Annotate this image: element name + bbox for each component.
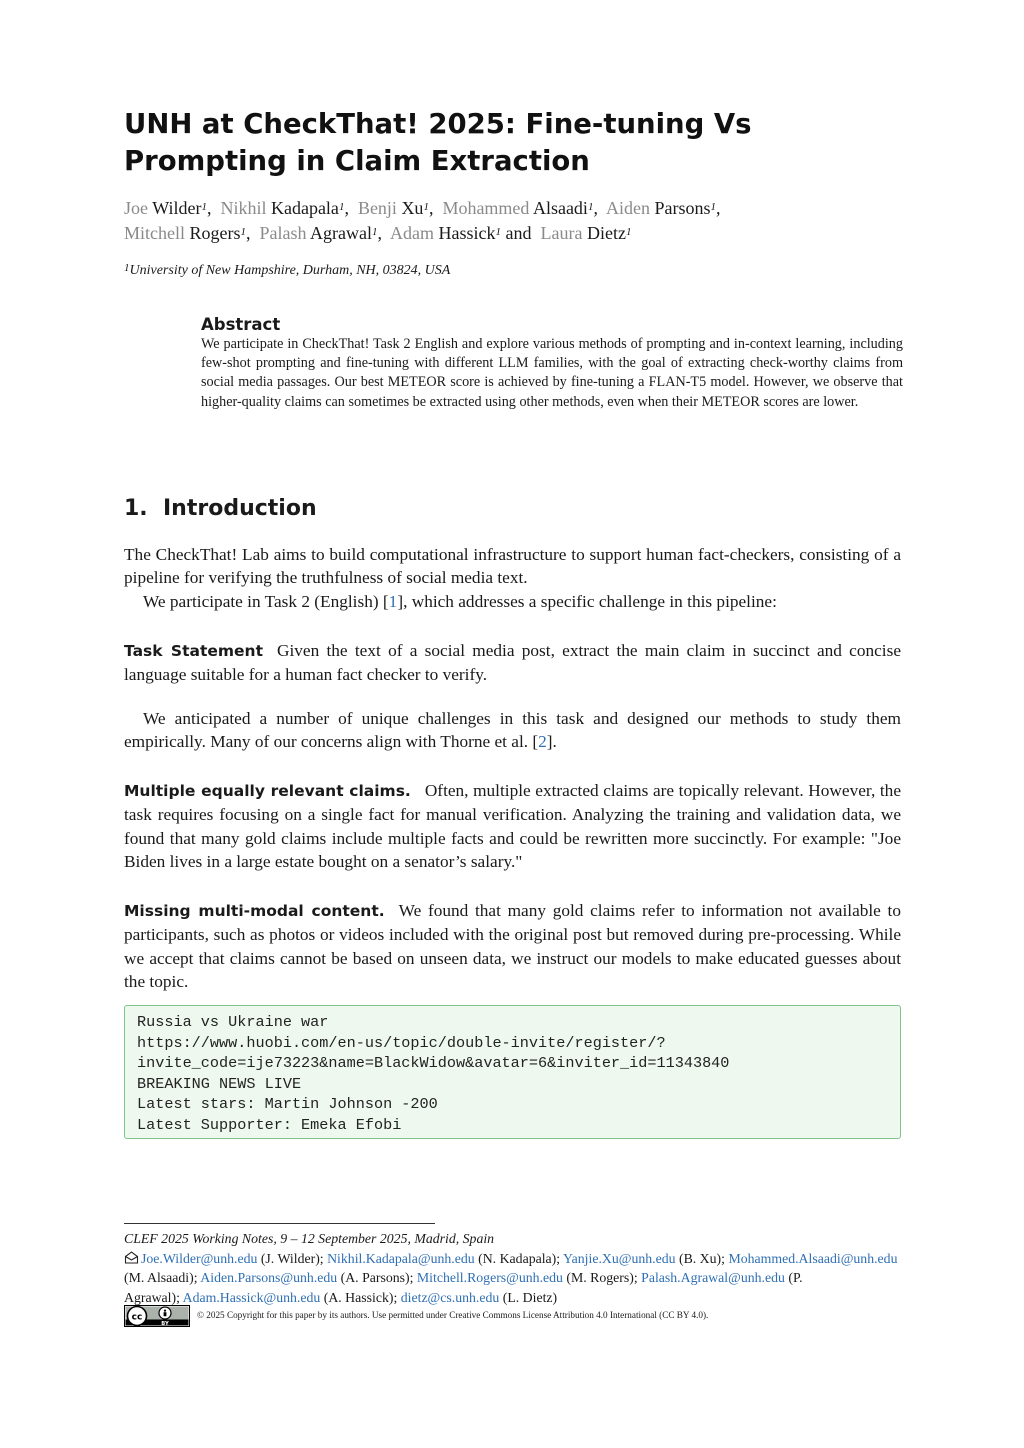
author-affiliation-sup: 1	[710, 201, 716, 213]
author-separator: ,	[377, 223, 391, 243]
email-separator: ;	[633, 1270, 642, 1286]
p3-text-end: ].	[546, 732, 557, 752]
section-number: 1.	[124, 496, 148, 521]
author-affiliation-sup: 1	[423, 201, 429, 213]
email-owner: (A. Hassick)	[323, 1289, 394, 1305]
author	[358, 198, 443, 218]
venue-note: CLEF 2025 Working Notes, 9 – 12 September 2025, Madrid, Spain	[124, 1231, 495, 1246]
author	[124, 198, 220, 218]
email-owner: (L. Dietz)	[502, 1289, 558, 1305]
author-last-name: Alsaadi	[532, 198, 588, 218]
p2-text: We participate in Task 2 (English) [	[143, 591, 389, 611]
section-heading	[124, 496, 317, 521]
abstract-heading: Abstract	[201, 315, 281, 334]
author	[442, 198, 606, 218]
email-separator: ;	[721, 1250, 729, 1266]
author	[606, 198, 721, 218]
author-first-name: Adam	[390, 223, 435, 243]
author-first-name: Mohammed	[442, 198, 530, 218]
author-affiliation-sup: 1	[372, 226, 378, 238]
email-link[interactable]: dietz@cs.unh.edu	[400, 1289, 500, 1305]
multiple-claims-paragraph	[124, 779, 901, 874]
author-last-name: Rogers	[189, 223, 241, 243]
email-owner: (J. Wilder)	[260, 1250, 320, 1266]
email-separator: ;	[393, 1289, 401, 1305]
email-owner: (M. Alsaadi)	[124, 1270, 194, 1286]
email-link[interactable]: Aiden.Parsons@unh.edu	[200, 1270, 338, 1286]
task-statement-text: Given the text of a social media post, extract the main claim in succinct and concise language suitable for a human fact checker to verify.	[124, 641, 901, 685]
missing-content-heading: Missing multi-modal content.	[124, 902, 385, 920]
task-statement	[124, 639, 901, 687]
author-affiliation-sup: 1	[495, 226, 502, 238]
author	[541, 223, 632, 243]
author-last-name: Kadapala	[270, 198, 339, 218]
affiliation	[124, 263, 450, 279]
code-line: invite_code=ije73223&name=BlackWidow&avatar=6&inviter_id=11343840	[137, 1054, 730, 1073]
code-line: Latest Supporter: Emeka Efobi	[137, 1115, 402, 1134]
author-separator: ,	[428, 198, 443, 218]
email-separator: ;	[556, 1250, 564, 1266]
license-row	[124, 1305, 924, 1329]
email-list	[124, 1249, 914, 1308]
email-link[interactable]: Palash.Agrawal@unh.edu	[641, 1270, 785, 1286]
author-last-name: Agrawal	[310, 223, 372, 243]
email-owner: (N. Kadapala)	[478, 1250, 557, 1266]
author	[390, 223, 541, 243]
section-title: Introduction	[163, 496, 317, 521]
email-separator: ;	[409, 1270, 417, 1286]
code-line: Latest stars: Martin Johnson -200	[137, 1095, 438, 1114]
code-line: BREAKING NEWS LIVE	[137, 1074, 302, 1093]
author-last-name: Wilder	[152, 198, 202, 218]
email-owner: (A. Parsons)	[340, 1270, 410, 1286]
email-separator: ;	[319, 1250, 328, 1266]
code-line: https://www.huobi.com/en-us/topic/double-invite/register/?	[137, 1033, 666, 1052]
author-first-name: Palash	[259, 223, 307, 243]
author-separator: ,	[344, 198, 358, 218]
intro-paragraph-2	[124, 590, 901, 613]
copyright-notice: © 2025 Copyright for this paper by its authors. Use permitted under Creative Commons License Attribution 4.0 International (CC BY 4.0).	[197, 1310, 709, 1320]
author-last-name: Hassick	[438, 223, 496, 243]
author-first-name: Joe	[124, 198, 148, 218]
intro-paragraph-1: The CheckThat! Lab aims to build computational infrastructure to support human fact-checkers, consisting of a pipeline for verifying the truthfulness of social media text.	[124, 545, 901, 588]
author-last-name: Dietz	[586, 223, 626, 243]
email-link[interactable]: Yanjie.Xu@unh.edu	[563, 1250, 676, 1266]
author-first-name: Aiden	[605, 198, 650, 218]
p2-text-end: ], which addresses a specific challenge in this pipeline:	[397, 591, 777, 611]
abstract-text: We participate in CheckThat! Task 2 English and explore various methods of prompting and in-context learning, including few-shot prompting and fine-tuning with different LLM families, with the goal of extracting check-worthy claims from social media passages. Our best METEOR score is achieved by fine-tuning a FLAN-T5 model. However, we observe that higher-quality claims can sometimes be extracted using other methods, even when their METEOR scores are lower.	[201, 336, 903, 410]
author-affiliation-sup: 1	[587, 201, 594, 213]
code-example-box	[124, 1005, 901, 1139]
author-affiliation-sup: 1	[625, 226, 632, 238]
multiple-claims-text: Often, multiple extracted claims are topically relevant. However, the task requires focusing on a single fact for manual verification. Analyzing the training and validation data, we found that many gold claims include multiple facts and could be rewritten more succinctly. For example: "Joe Biden lives in a large estate bought on a senator’s salary."	[124, 781, 901, 872]
email-link[interactable]: Joe.Wilder@unh.edu	[141, 1250, 258, 1266]
author-first-name: Benji	[357, 198, 397, 218]
paper-title: UNH at CheckThat! 2025: Fine-tuning Vs Prompting in Claim Extraction	[124, 108, 752, 177]
author-separator: ,	[593, 198, 606, 218]
email-link[interactable]: Nikhil.Kadapala@unh.edu	[327, 1250, 475, 1266]
author-first-name: Nikhil	[220, 198, 267, 218]
author-last-name: Xu	[401, 198, 424, 218]
author-last-name: Parsons	[654, 198, 711, 218]
footnote-rule	[124, 1223, 435, 1224]
abstract	[201, 315, 903, 412]
intro-block	[124, 543, 901, 613]
affiliation-text: University of New Hampshire, Durham, NH, 03824, USA	[129, 263, 451, 278]
author-affiliation-sup: 1	[240, 226, 246, 238]
author-affiliation-sup: 1	[201, 201, 207, 213]
email-link[interactable]: Mitchell.Rogers@unh.edu	[416, 1270, 563, 1286]
citation-link-1[interactable]: 1	[388, 591, 398, 611]
cc-by-badge[interactable]	[124, 1305, 190, 1327]
author-separator: ,	[715, 198, 721, 218]
author-first-name: Laura	[540, 223, 583, 243]
author-first-name: Mitchell	[124, 223, 185, 243]
author	[260, 223, 391, 243]
author-separator: ,	[206, 198, 221, 218]
email-separator: ;	[193, 1270, 201, 1286]
email-owner: (B. Xu)	[678, 1250, 722, 1266]
code-line: Russia vs Ukraine war	[137, 1013, 329, 1031]
by-label: BY	[161, 1321, 169, 1327]
missing-content-text: We found that many gold claims refer to information not available to participants, such as photos or videos included with the original post but removed during pre-processing. While we accept that claims cannot be based on unseen data, we instruct our models to make educated guesses about the topic.	[124, 901, 902, 992]
p3-text: We anticipated a number of unique challenges in this task and designed our methods to study them empirically. Many of our concerns align with Thorne et al. [	[124, 709, 901, 752]
cc-label: cc	[131, 1312, 143, 1323]
citation-link-2[interactable]: 2	[538, 732, 547, 752]
author-list	[124, 196, 914, 246]
missing-content-paragraph	[124, 899, 901, 994]
concerns-paragraph	[124, 707, 901, 754]
email-owner: (M. Rogers)	[566, 1270, 634, 1286]
author	[220, 198, 357, 218]
email-link[interactable]: Adam.Hassick@unh.edu	[182, 1289, 321, 1305]
affiliation-sup: 1	[124, 262, 130, 274]
author-separator: and	[501, 223, 541, 243]
footnote	[124, 1229, 914, 1307]
envelope-icon	[124, 1251, 139, 1264]
author	[124, 223, 260, 243]
multiple-claims-heading: Multiple equally relevant claims.	[124, 782, 411, 800]
email-separator: ;	[176, 1289, 183, 1305]
author-separator: ,	[246, 223, 260, 243]
author-affiliation-sup: 1	[338, 201, 345, 213]
email-owner: (P. Agrawal)	[124, 1270, 803, 1305]
email-link[interactable]: Mohammed.Alsaadi@unh.edu	[728, 1250, 898, 1266]
task-statement-heading: Task Statement	[124, 642, 263, 660]
